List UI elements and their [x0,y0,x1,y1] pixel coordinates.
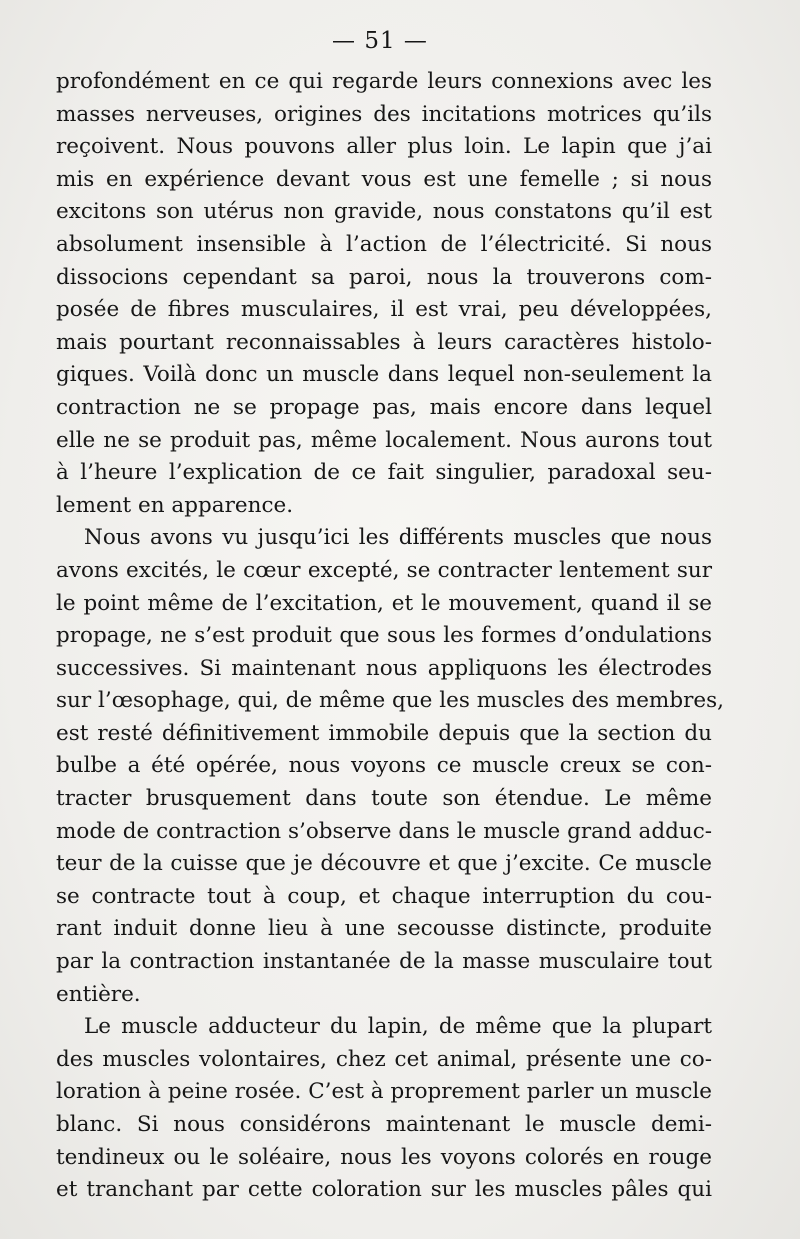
text-line: successives. Si maintenant nous appliquons les électrodes [56,655,712,681]
text-line: tracter brusquement dans toute son étendue. Le même [56,786,712,812]
text-line: rant induit donne lieu à une secousse distincte, produite [56,916,712,942]
text-line: par la contraction instantanée de la masse musculaire tout [56,949,712,975]
text-line: sur l’œsophage, qui, de même que les muscles des membres, [56,688,724,714]
page-number: — 51 — [332,28,428,54]
text-line: profondément en ce qui regarde leurs connexions avec les [56,69,712,94]
text-line: posée de fibres musculaires, il est vrai, peu développées, [56,297,712,323]
text-line: bulbe a été opérée, nous voyons ce muscle creux se con- [56,753,712,779]
text-line: tendineux ou le soléaire, nous les voyons colorés en rouge [56,1144,712,1170]
text-line: à l’heure l’explication de ce fait singulier, paradoxal seu- [56,460,712,486]
text-line: dissocions cependant sa paroi, nous la trouverons com- [56,264,712,290]
text-line: avons excités, le cœur excepté, se contracter lentement sur [56,557,712,583]
text-line: excitons son utérus non gravide, nous constatons qu’il est [56,199,712,225]
text-line: absolument insensible à l’action de l’électricité. Si nous [56,231,712,257]
text-line: Le muscle adducteur du lapin, de même que la plupart [84,1014,712,1040]
text-line: Nous avons vu jusqu’ici les différents muscles que nous [84,525,712,551]
body-text [56,66,724,1207]
text-line: le point même de l’excitation, et le mouvement, quand il se [56,590,712,616]
text-line: teur de la cuisse que je découvre et que j’excite. Ce muscle [56,851,712,877]
text-line: propage, ne s’est produit que sous les formes d’ondulations [56,623,712,649]
text-line: mode de contraction s’observe dans le muscle grand adduc- [56,818,712,844]
text-line: contraction ne se propage pas, mais encore dans lequel [56,394,712,420]
text-line: reçoivent. Nous pouvons aller plus loin. Le lapin que j’ai [56,134,712,160]
text-line: masses nerveuses, origines des incitations motrices qu’ils [56,101,712,127]
text-line: entière. [56,981,141,1007]
text-line: elle ne se produit pas, même localement. Nous aurons tout [56,427,712,453]
text-line: mais pourtant reconnaissables à leurs caractères histolo- [56,329,712,355]
text-line: loration à peine rosée. C’est à proprement parler un muscle [56,1079,712,1105]
text-line: est resté définitivement immobile depuis que la section du [56,720,712,746]
text-line: lement en apparence. [56,492,294,518]
text-line: se contracte tout à coup, et chaque interruption du cou- [56,883,712,909]
text-line: et tranchant par cette coloration sur les muscles pâles qui [56,1177,712,1203]
text-line: des muscles volontaires, chez cet animal, présente une co- [56,1046,712,1072]
text-line: giques. Voilà donc un muscle dans lequel non-seulement la [56,362,712,388]
text-line: mis en expérience devant vous est une femelle ; si nous [56,166,712,192]
text-line: blanc. Si nous considérons maintenant le muscle demi- [56,1112,712,1137]
